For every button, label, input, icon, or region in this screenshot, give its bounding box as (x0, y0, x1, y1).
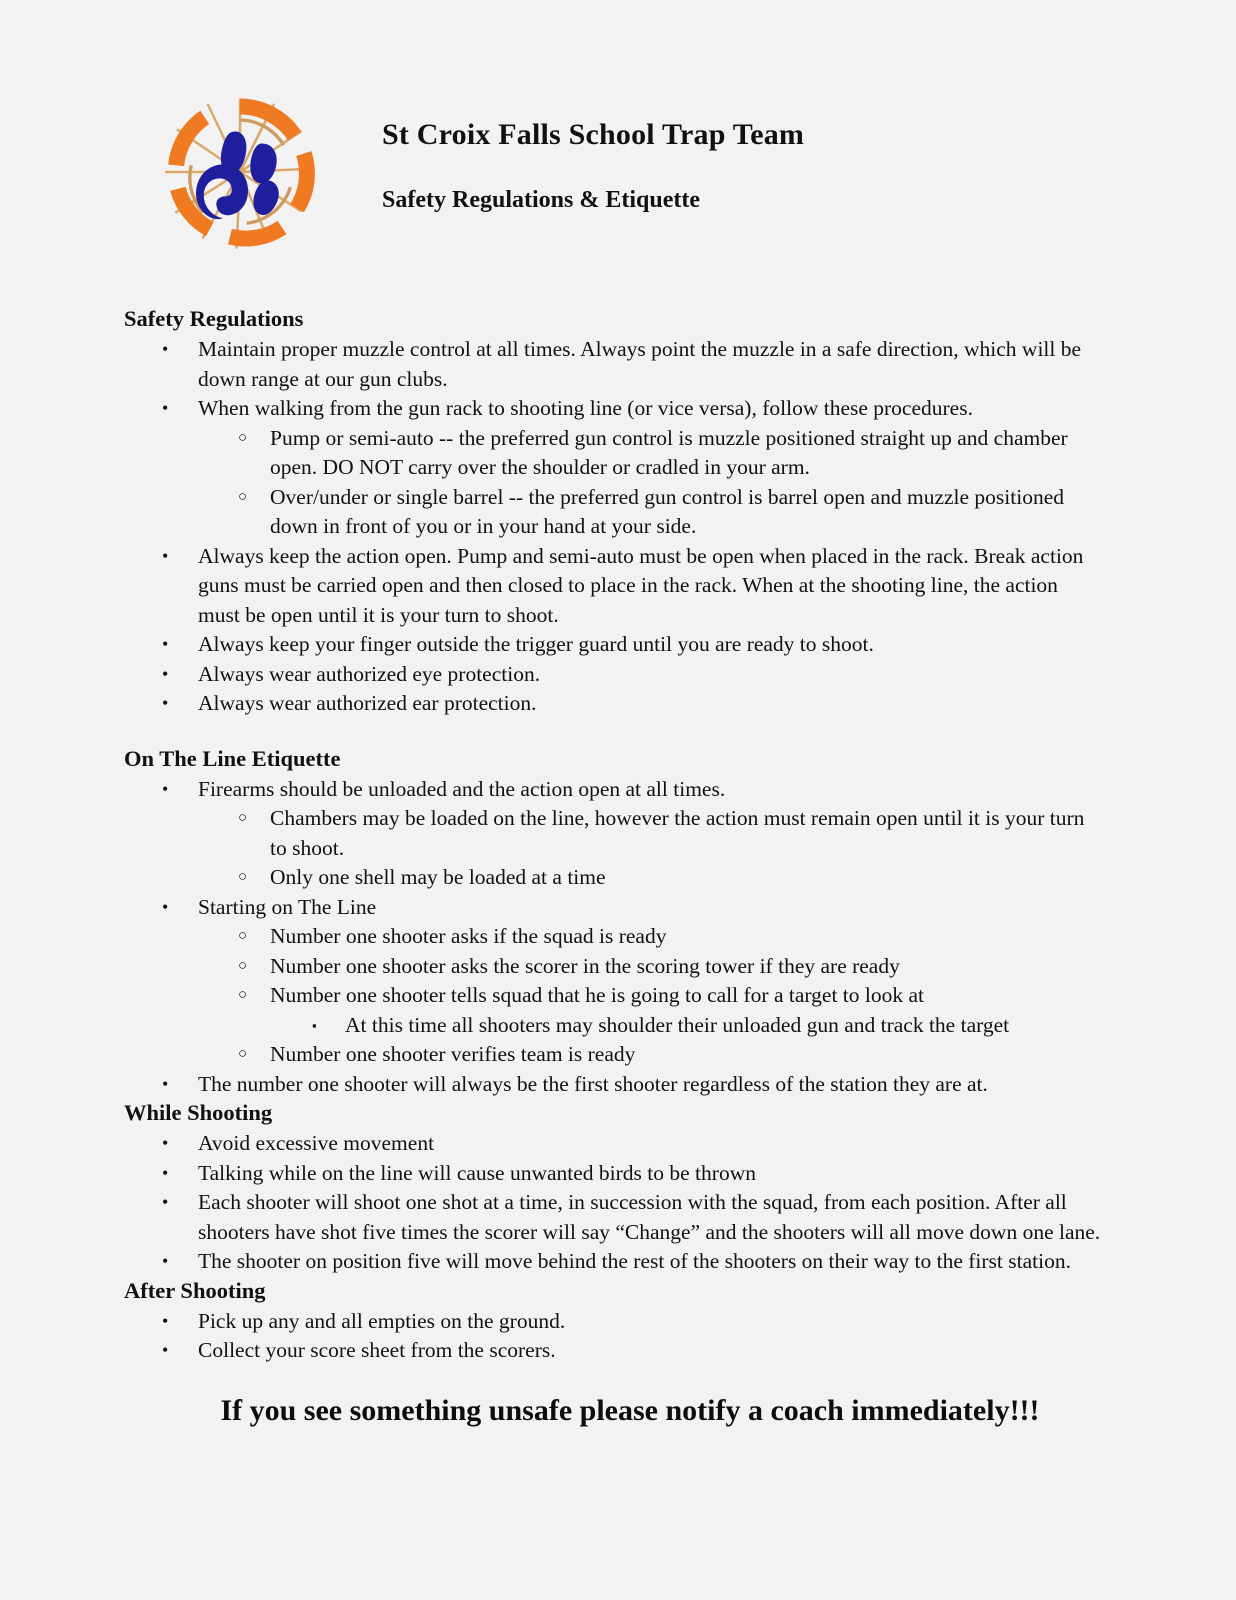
bullet-marker-level-1: • (162, 663, 169, 684)
bullet-marker-level-2: ○ (238, 987, 248, 1003)
list-item-level-2 (124, 922, 1104, 952)
list-item-text: Always keep the action open. Pump and semi-auto must be open when placed in the rack. Break action guns must be carried open and then closed to place in the rack. When at the shooting line, the action must be open until it is your turn to shoot. (198, 543, 1084, 627)
bullet-marker-level-1: • (162, 634, 169, 654)
bullet-marker-level-1: • (162, 1310, 169, 1331)
list-item-text: When walking from the gun rack to shooting line (or vice versa), follow these procedures. (198, 396, 973, 420)
list-item-text: The shooter on position five will move behind the rest of the shooters on their way to the first station. (198, 1249, 1071, 1273)
list-item-text: At this time all shooters may shoulder their unloaded gun and track the target (345, 1012, 1010, 1037)
bullet-list-level-2 (124, 424, 1104, 542)
list-item-text: Always keep your finger outside the trigger guard until you are ready to shoot. (198, 632, 874, 656)
bullet-marker-level-2: ○ (238, 928, 248, 944)
bullet-marker-level-2: ○ (238, 957, 248, 974)
bullet-marker-level-1: • (162, 1133, 169, 1153)
bullet-marker-level-1: • (162, 1073, 169, 1094)
list-item-text: Chambers may be loaded on the line, however the action must remain open until it is your turn to shoot. (270, 806, 1085, 860)
list-item-level-1 (124, 1188, 1104, 1247)
bullet-marker-level-1: • (162, 398, 169, 418)
list-item-level-1 (124, 1307, 1104, 1337)
bullet-list-level-3 (124, 1011, 1104, 1041)
list-item-level-2 (124, 804, 1104, 863)
bullet-list-level-1 (124, 1307, 1104, 1366)
bullet-marker-level-1: • (162, 1251, 169, 1271)
list-item-text: Collect your score sheet from the scorers. (198, 1338, 556, 1362)
list-item-text: Number one shooter verifies team is ready (270, 1042, 636, 1066)
bullet-marker-level-1: • (162, 545, 169, 566)
bullet-marker-level-1: • (162, 693, 169, 713)
list-item-level-2 (124, 483, 1104, 542)
list-item-text: Talking while on the line will cause unwanted birds to be thrown (198, 1160, 756, 1185)
list-item-text: Always wear authorized ear protection. (198, 691, 537, 715)
list-item-text: Each shooter will shoot one shot at a time, in succession with the squad, from each position. After all shooters have shot five times the scorer will say “Change” and the shooters will all move down one lane. (198, 1190, 1101, 1244)
list-item-text: Over/under or single barrel -- the preferred gun control is barrel open and muzzle positioned down in front of you or in your hand at your side. (270, 484, 1065, 538)
bullet-list-level-1 (124, 1129, 1104, 1277)
bullet-list-level-2 (124, 922, 1104, 1070)
list-item-level-2 (124, 1040, 1104, 1070)
list-item-level-1 (124, 335, 1104, 394)
list-item-level-1 (124, 775, 1104, 893)
list-item-level-2 (124, 952, 1104, 982)
section-on-the-line-etiquette (124, 745, 1104, 1100)
section-heading: On The Line Etiquette (124, 745, 341, 771)
list-item-text: Number one shooter tells squad that he is going to call for a target to look at (270, 983, 925, 1007)
page-title: St Croix Falls School Trap Team (382, 118, 805, 151)
list-item-text: Only one shell may be loaded at a time (270, 865, 606, 889)
bullet-marker-level-3: ▪ (312, 1017, 317, 1033)
list-item-text: Pump or semi-auto -- the preferred gun control is muzzle positioned straight up and chamber open. DO NOT carry over the shoulder or cradled in your arm. (270, 425, 1068, 479)
list-item-level-1 (124, 1129, 1104, 1159)
list-item-level-2 (124, 863, 1104, 893)
bullet-list-level-2 (124, 804, 1104, 893)
list-item-text: Always wear authorized eye protection. (198, 661, 541, 686)
list-item-level-1 (124, 394, 1104, 542)
list-item-level-1 (124, 1247, 1104, 1277)
list-item-level-1 (124, 893, 1104, 1070)
bullet-marker-level-1: • (162, 339, 169, 359)
list-item-text: Firearms should be unloaded and the action open at all times. (198, 776, 726, 801)
bullet-list-level-1 (124, 335, 1104, 719)
list-item-text: Pick up any and all empties on the ground. (198, 1308, 566, 1333)
footer-warning-note: If you see something unsafe please notify a coach immediately!!! (220, 1394, 1040, 1427)
section-while-shooting (124, 1099, 1104, 1277)
list-item-text: Maintain proper muzzle control at all times. Always point the muzzle in a safe direction, which will be down range at our gun clubs. (198, 337, 1082, 391)
bullet-marker-level-2: ○ (238, 429, 248, 446)
list-item-level-3 (124, 1011, 1104, 1041)
list-item-level-1 (124, 1336, 1104, 1366)
header-titles (382, 88, 804, 213)
bullet-marker-level-2: ○ (238, 1046, 248, 1062)
list-item-text: Number one shooter asks the scorer in the scoring tower if they are ready (270, 953, 900, 978)
bullet-marker-level-2: ○ (238, 488, 248, 505)
list-item-level-1 (124, 1070, 1104, 1100)
page-subtitle: Safety Regulations & Etiquette (382, 187, 700, 213)
bullet-marker-level-2: ○ (238, 810, 248, 826)
list-item-text: Starting on The Line (198, 894, 377, 919)
list-item-text: Number one shooter asks if the squad is ready (270, 924, 667, 948)
document-body (124, 305, 1104, 1366)
bullet-list-level-1 (124, 775, 1104, 1100)
paw-print-burst-logo (156, 88, 324, 256)
section-after-shooting (124, 1277, 1104, 1366)
section-heading: While Shooting (124, 1100, 273, 1125)
bullet-marker-level-1: • (162, 1340, 169, 1360)
list-item-text: The number one shooter will always be the first shooter regardless of the station they are at. (198, 1071, 988, 1096)
bullet-marker-level-1: • (162, 896, 169, 917)
list-item-level-1 (124, 660, 1104, 690)
bullet-marker-level-1: • (162, 778, 169, 799)
bullet-marker-level-2: ○ (238, 869, 248, 885)
section-safety-regulations (124, 305, 1104, 719)
list-item-level-1 (124, 542, 1104, 631)
list-item-level-2 (124, 981, 1104, 1040)
list-item-level-1 (124, 1159, 1104, 1189)
bullet-marker-level-1: • (162, 1162, 169, 1183)
section-heading: After Shooting (124, 1277, 266, 1303)
list-item-text: Avoid excessive movement (198, 1131, 435, 1155)
document-header (124, 88, 1104, 258)
list-item-level-1 (124, 630, 1104, 660)
bullet-marker-level-1: • (162, 1192, 169, 1212)
section-heading: Safety Regulations (124, 306, 304, 331)
list-item-level-2 (124, 424, 1104, 483)
list-item-level-1 (124, 689, 1104, 719)
